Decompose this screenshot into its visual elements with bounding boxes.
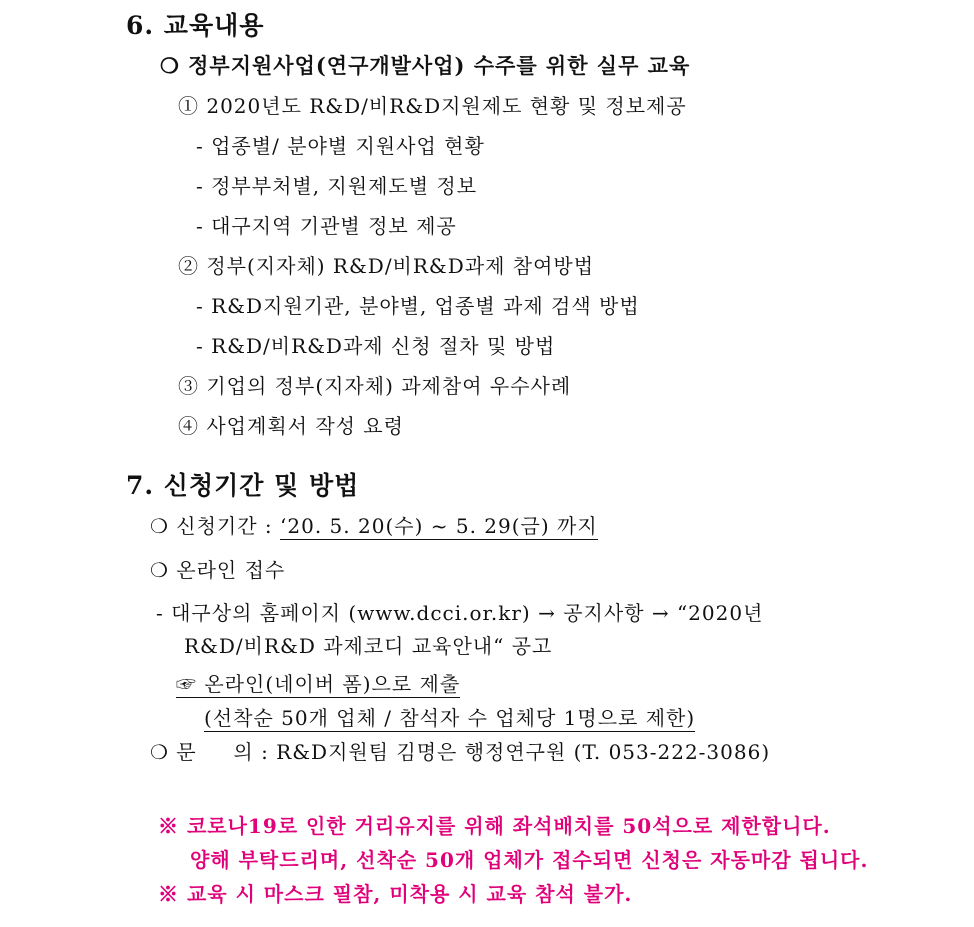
participant-limit: (선착순 50개 업체 / 참석자 수 업체당 1명으로 제한): [204, 706, 696, 730]
section-7-title: 7. 신청기간 및 방법: [126, 471, 360, 500]
section-6-title: 6. 교육내용: [126, 11, 265, 40]
notice-line-2: 양해 부탁드리며, 선착순 50개 업체가 접수되면 신청은 자동마감 됩니다.: [190, 848, 869, 872]
item-1-2: - 정부부처별, 지원제도별 정보: [196, 174, 478, 198]
item-1-3: - 대구지역 기관별 정보 제공: [196, 214, 457, 238]
application-period: [150, 510, 598, 539]
section-6-subtitle: ❍ 정부지원사업(연구개발사업) 수주를 위한 실무 교육: [160, 53, 691, 78]
item-1-1: - 업종별/ 분야별 지원사업 현황: [196, 134, 485, 158]
homepage-line-1: - 대구상의 홈페이지 (www.dcci.or.kr) → 공지사항 → “2020년: [156, 601, 764, 625]
notice-line-3: ※ 교육 시 마스크 필참, 미착용 시 교육 참석 불가.: [158, 882, 633, 906]
period-label: ❍ 신청기간 :: [150, 514, 281, 538]
inquiry: ❍ 문 의 : R&D지원팀 김명은 행정연구원 (T. 053-222-3086): [150, 740, 771, 764]
period-value: ‘20. 5. 20(수) ~ 5. 29(금) 까지: [280, 514, 598, 538]
notice-line-1: ※ 코로나19로 인한 거리유지를 위해 좌석배치를 50석으로 제한합니다.: [158, 814, 831, 838]
online-reception: ❍ 온라인 접수: [150, 558, 286, 582]
submit-online: ☞ 온라인(네이버 폼)으로 제출: [176, 672, 461, 696]
item-3: ③ 기업의 정부(지자체) 과제참여 우수사례: [178, 374, 572, 398]
item-2: ② 정부(지자체) R&D/비R&D과제 참여방법: [178, 254, 595, 278]
item-2-2: - R&D/비R&D과제 신청 절차 및 방법: [196, 334, 556, 358]
item-1: ① 2020년도 R&D/비R&D지원제도 현황 및 정보제공: [178, 94, 687, 118]
homepage-line-2: R&D/비R&D 과제코디 교육안내“ 공고: [184, 634, 553, 658]
item-2-1: - R&D지원기관, 분야별, 업종별 과제 검색 방법: [196, 294, 640, 318]
item-4: ④ 사업계획서 작성 요령: [178, 414, 404, 438]
